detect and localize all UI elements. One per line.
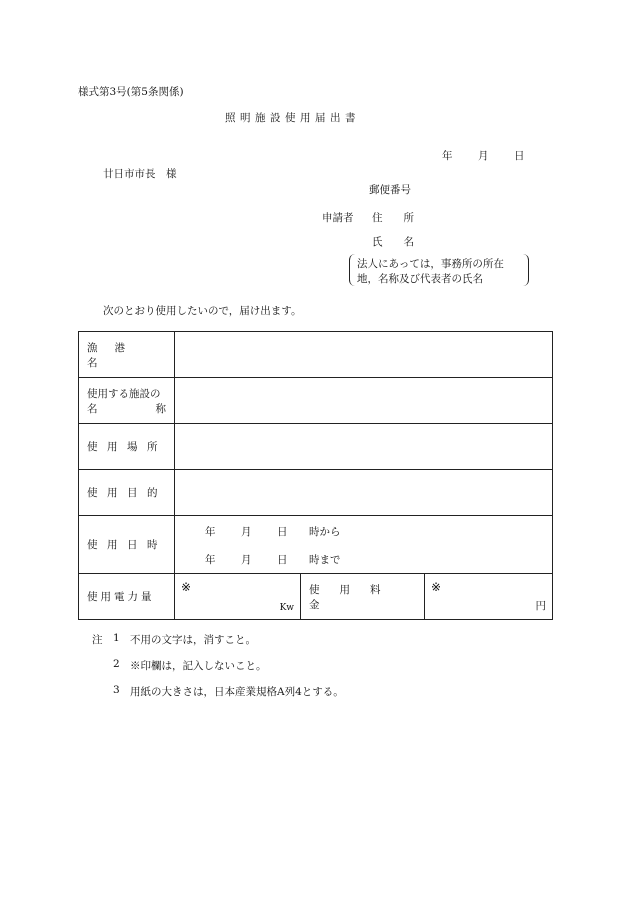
date-day: 日 bbox=[514, 150, 525, 162]
row-facility-name bbox=[79, 378, 553, 424]
datetime-field[interactable] bbox=[175, 516, 553, 574]
row-place bbox=[79, 424, 553, 470]
name-label: 氏 名 bbox=[372, 236, 414, 248]
from-month: 月 bbox=[241, 526, 252, 538]
from-day: 日 bbox=[277, 526, 288, 538]
purpose-label bbox=[79, 470, 175, 516]
note-prefix: 注 bbox=[92, 634, 103, 646]
facility-name-label bbox=[79, 378, 175, 424]
note-3-num: 3 bbox=[113, 684, 120, 696]
datetime-label bbox=[79, 516, 175, 574]
date-month: 月 bbox=[478, 150, 489, 162]
form-title: 照明施設使用届出書 bbox=[225, 112, 360, 124]
to-day: 日 bbox=[277, 554, 288, 566]
row-power bbox=[79, 574, 553, 620]
facility-name-line1: 使用する施設の bbox=[87, 387, 161, 400]
port-name-label bbox=[79, 332, 175, 378]
note-2-num: 2 bbox=[113, 658, 120, 670]
applicant-label: 申請者 bbox=[322, 212, 354, 224]
fee-field[interactable] bbox=[425, 574, 553, 620]
power-field[interactable] bbox=[175, 574, 301, 620]
postal-code-label: 郵便番号 bbox=[369, 184, 411, 196]
facility-name-field[interactable] bbox=[175, 378, 553, 424]
datetime-from bbox=[205, 524, 341, 539]
date-line bbox=[442, 148, 525, 163]
port-name-text bbox=[87, 340, 174, 370]
port-name-field[interactable] bbox=[175, 332, 553, 378]
facility-name-line2 bbox=[87, 401, 174, 416]
fee-label bbox=[301, 574, 425, 620]
place-label bbox=[79, 424, 175, 470]
note-1-text: 不用の文字は，消すこと。 bbox=[130, 634, 256, 646]
facility-name-line2-b: 称 bbox=[155, 402, 166, 415]
purpose-field[interactable] bbox=[175, 470, 553, 516]
note-3-text: 用紙の大きさは，日本産業規格A列4とする。 bbox=[130, 686, 344, 698]
power-unit: Kw bbox=[279, 603, 294, 613]
to-suffix: 時まで bbox=[309, 554, 341, 566]
row-port-name bbox=[79, 332, 553, 378]
note-2-text: ※印欄は，記入しないこと。 bbox=[130, 660, 267, 672]
power-label-text: 使用電力量 bbox=[87, 591, 155, 603]
corporate-note-line1: 法人にあっては，事務所の所在 bbox=[357, 258, 504, 270]
corporate-note-line2: 地，名称及び代表者の氏名 bbox=[357, 273, 483, 285]
form-number: 様式第3号(第5条関係) bbox=[78, 86, 184, 98]
facility-name-line2-a: 名 bbox=[87, 402, 98, 415]
purpose-label-text: 使用目的 bbox=[87, 487, 167, 499]
from-suffix: 時から bbox=[309, 526, 341, 538]
from-year: 年 bbox=[205, 526, 216, 538]
power-label bbox=[79, 574, 175, 620]
to-year: 年 bbox=[205, 554, 216, 566]
fee-mark: ※ bbox=[431, 580, 442, 594]
datetime-to bbox=[205, 552, 341, 567]
port-name-chars: 漁港名 bbox=[87, 341, 142, 369]
place-label-text: 使用場所 bbox=[87, 441, 167, 453]
address-label: 住 所 bbox=[372, 212, 414, 224]
note-1-num: 1 bbox=[113, 632, 120, 644]
datetime-label-text: 使用日時 bbox=[87, 539, 167, 551]
power-mark: ※ bbox=[181, 580, 192, 594]
fee-unit: 円 bbox=[535, 600, 547, 612]
fee-label-text: 使用料金 bbox=[309, 583, 401, 611]
application-table bbox=[78, 331, 553, 620]
place-field[interactable] bbox=[175, 424, 553, 470]
row-datetime bbox=[79, 516, 553, 574]
intro-text: 次のとおり使用したいので，届け出ます。 bbox=[103, 305, 302, 317]
addressee: 廿日市市長 様 bbox=[103, 168, 177, 180]
date-year: 年 bbox=[442, 150, 453, 162]
to-month: 月 bbox=[241, 554, 252, 566]
row-purpose bbox=[79, 470, 553, 516]
